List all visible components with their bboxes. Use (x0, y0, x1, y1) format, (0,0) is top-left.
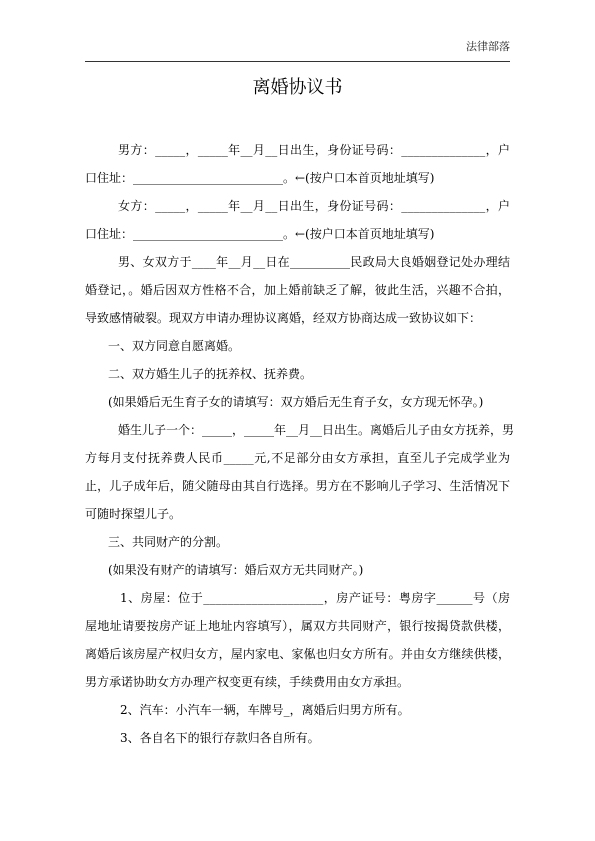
male-party-address: 口住址：_________________________。←(按户口本首页地址填写) (85, 171, 435, 185)
female-party-info: 女方：_____，_____年__月__日出生，身份证号码：______________，户 (118, 199, 510, 213)
house-division-line: 离婚后该房屋产权归女方，屋内家电、家俬也归女方所有。并由女方继续供楼， (85, 647, 510, 661)
marriage-registration-line: 男、女双方于____年__月__日在__________民政局大良婚姻登记处办理结 (118, 255, 510, 269)
marriage-registration-line: 导致感情破裂。现双方申请办理协议离婚，经双方协商达成一致协议如下： (85, 311, 482, 325)
child-custody-line: 可随时探望儿子。 (85, 507, 182, 521)
child-custody-line: 婚生儿子一个：_____，_____年__月__日出生。离婚后儿子由女方抚养，男 (118, 423, 515, 437)
clause-3-note: (如果没有财产的请填写：婚后双方无共同财产。) (108, 563, 364, 577)
house-division-line: 1、房屋：位于____________________，房产证号：粤房字______号（房 (120, 591, 510, 605)
clause-1-divorce-consent: 一、双方同意自愿离婚。 (108, 339, 241, 353)
male-party-info: 男方：_____，_____年__月__日出生，身份证号码：______________，户 (118, 143, 510, 157)
house-division-line: 男方承诺协助女方办理产权变更有续，手续费用由女方承担。 (85, 675, 410, 689)
marriage-registration-line: 婚登记，。婚后因双方性格不合，加上婚前缺乏了解，彼此生活，兴趣不合拍， (85, 283, 510, 297)
child-custody-line: 止，儿子成年后，随父随母由其自行选择。男方在不影响儿子学习、生活情况下 (85, 479, 510, 493)
female-party-address: 口住址：_________________________。←(按户口本首页地址填写) (85, 227, 435, 241)
header-brand: 法律部落 (466, 40, 510, 53)
house-division-line: 屋地址请要按房产证上地址内容填写），属双方共同财产，银行按揭贷款供楼， (85, 619, 510, 633)
clause-2-note: (如果婚后无生育子女的请填写：双方婚后无生育子女，女方现无怀孕。) (108, 395, 484, 409)
clause-2-heading: 二、双方婚生儿子的抚养权、抚养费。 (108, 367, 313, 381)
car-division-item: 2、汽车：小汽车一辆，车牌号_，离婚后归男方所有。 (120, 703, 410, 717)
document-title: 离婚协议书 (252, 77, 343, 98)
child-custody-line: 方每月支付抚养费人民币_____元,不足部分由女方承担，直至儿子完成学业为 (85, 451, 510, 465)
header-rule (85, 61, 510, 62)
bank-deposit-item: 3、各自名下的银行存款归各自所有。 (120, 731, 320, 745)
clause-3-heading: 三、共同财产的分割。 (108, 535, 229, 549)
